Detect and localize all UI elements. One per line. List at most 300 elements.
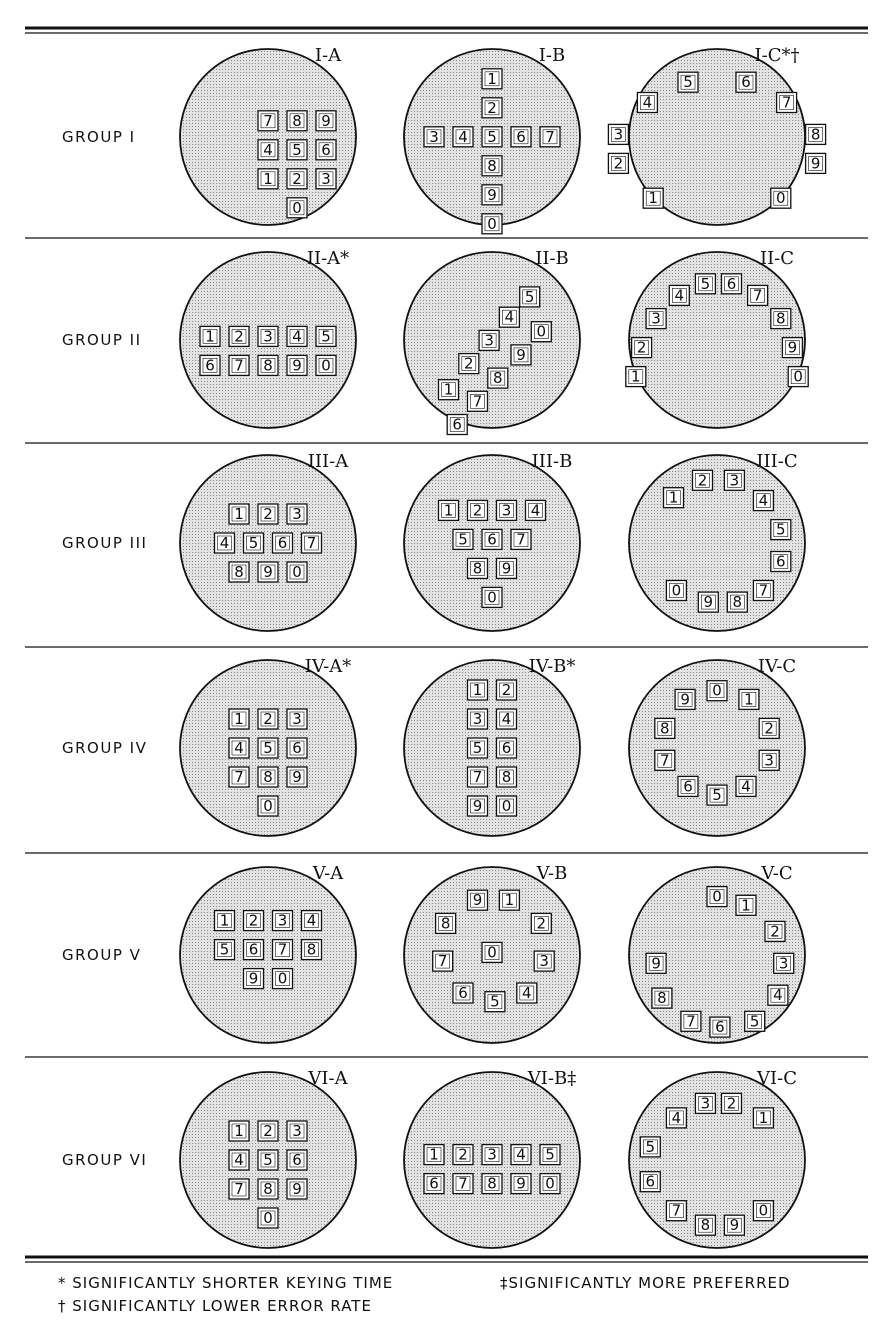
key-2[interactable] bbox=[258, 504, 278, 524]
layout-iii-a bbox=[180, 451, 356, 631]
key-digit: 5 bbox=[545, 1145, 555, 1164]
key-0[interactable] bbox=[707, 681, 727, 701]
key-7[interactable] bbox=[229, 355, 249, 375]
key-8[interactable] bbox=[468, 558, 488, 578]
key-0[interactable] bbox=[753, 1201, 773, 1221]
key-7[interactable] bbox=[433, 951, 453, 971]
key-digit: 9 bbox=[292, 356, 302, 375]
key-3[interactable] bbox=[468, 709, 488, 729]
key-0[interactable] bbox=[258, 796, 278, 816]
key-2[interactable] bbox=[531, 913, 551, 933]
key-digit: 7 bbox=[277, 940, 288, 959]
key-4[interactable] bbox=[229, 1150, 249, 1170]
key-2[interactable] bbox=[482, 98, 502, 118]
key-digit: 8 bbox=[487, 156, 497, 175]
key-5[interactable] bbox=[745, 1011, 765, 1031]
key-digit: 4 bbox=[458, 127, 468, 146]
key-digit: 6 bbox=[292, 1151, 302, 1169]
key-digit: 4 bbox=[501, 710, 512, 728]
key-7[interactable] bbox=[468, 391, 488, 411]
key-3[interactable] bbox=[497, 500, 517, 520]
key-9[interactable] bbox=[482, 185, 502, 205]
key-1[interactable] bbox=[626, 367, 646, 387]
key-digit: 2 bbox=[458, 1145, 468, 1164]
group-row bbox=[62, 45, 826, 234]
key-7[interactable] bbox=[681, 1011, 701, 1031]
key-digit: 4 bbox=[234, 1151, 244, 1169]
key-8[interactable] bbox=[727, 592, 747, 612]
key-digit: 3 bbox=[700, 1094, 711, 1113]
group-row bbox=[62, 451, 805, 631]
key-9[interactable] bbox=[258, 562, 278, 582]
key-0[interactable] bbox=[287, 198, 307, 218]
key-3[interactable] bbox=[479, 330, 499, 350]
key-3[interactable] bbox=[316, 169, 336, 189]
key-2[interactable] bbox=[497, 680, 517, 700]
key-6[interactable] bbox=[453, 983, 473, 1003]
key-digit: 2 bbox=[764, 719, 774, 738]
key-4[interactable] bbox=[215, 533, 235, 553]
legend-more-preferred: ‡SIGNIFICANTLY MORE PREFERRED bbox=[500, 1274, 791, 1292]
layout-label: VI-B‡ bbox=[527, 1068, 577, 1089]
key-8[interactable] bbox=[482, 1174, 502, 1194]
key-0[interactable] bbox=[497, 796, 517, 816]
key-6[interactable] bbox=[447, 415, 467, 435]
key-digit: 8 bbox=[501, 768, 512, 786]
key-6[interactable] bbox=[287, 1150, 307, 1170]
layout-iii-c bbox=[629, 451, 805, 631]
key-9[interactable] bbox=[675, 689, 695, 709]
group-row bbox=[62, 863, 805, 1043]
key-4[interactable] bbox=[229, 738, 249, 758]
key-digit: 8 bbox=[732, 593, 743, 612]
key-digit: 5 bbox=[458, 530, 468, 549]
key-1[interactable] bbox=[439, 500, 459, 520]
key-2[interactable] bbox=[258, 709, 278, 729]
key-5[interactable] bbox=[640, 1137, 660, 1157]
key-1[interactable] bbox=[482, 69, 502, 89]
layout-label: IV-B* bbox=[528, 656, 576, 677]
key-7[interactable] bbox=[777, 93, 797, 113]
key-digit: 7 bbox=[234, 768, 244, 786]
layout-label: VI-C bbox=[757, 1068, 797, 1089]
key-5[interactable] bbox=[707, 785, 727, 805]
key-1[interactable] bbox=[258, 169, 278, 189]
layout-ii-b bbox=[404, 248, 580, 435]
key-2[interactable] bbox=[759, 718, 779, 738]
key-0[interactable] bbox=[771, 188, 791, 208]
layout-label: II-A* bbox=[306, 248, 350, 269]
key-6[interactable] bbox=[640, 1172, 660, 1192]
key-9[interactable] bbox=[287, 355, 307, 375]
key-4[interactable] bbox=[287, 326, 307, 346]
key-digit: 0 bbox=[776, 189, 786, 208]
key-7[interactable] bbox=[655, 750, 675, 770]
key-4[interactable] bbox=[666, 1108, 686, 1128]
key-9[interactable] bbox=[646, 953, 666, 973]
key-0[interactable] bbox=[258, 1208, 278, 1228]
key-1[interactable] bbox=[643, 188, 663, 208]
key-8[interactable] bbox=[806, 124, 826, 144]
key-9[interactable] bbox=[724, 1215, 744, 1235]
key-0[interactable] bbox=[540, 1174, 560, 1194]
key-6[interactable] bbox=[244, 940, 264, 960]
key-digit: 9 bbox=[787, 338, 798, 357]
key-2[interactable] bbox=[468, 500, 488, 520]
key-5[interactable] bbox=[520, 287, 540, 307]
key-digit: 7 bbox=[472, 768, 483, 786]
key-0[interactable] bbox=[482, 942, 502, 962]
key-digit: 7 bbox=[516, 530, 526, 549]
key-1[interactable] bbox=[468, 680, 488, 700]
key-digit: 5 bbox=[292, 140, 302, 159]
key-digit: 5 bbox=[683, 73, 693, 92]
key-4[interactable] bbox=[768, 985, 788, 1005]
key-5[interactable] bbox=[695, 274, 715, 294]
key-0[interactable] bbox=[666, 581, 686, 601]
key-digit: 7 bbox=[545, 127, 555, 146]
key-8[interactable] bbox=[258, 355, 278, 375]
key-2[interactable] bbox=[722, 1093, 742, 1113]
key-6[interactable] bbox=[497, 738, 517, 758]
key-digit: 6 bbox=[458, 984, 468, 1002]
key-3[interactable] bbox=[608, 124, 628, 144]
key-9[interactable] bbox=[806, 153, 826, 173]
key-2[interactable] bbox=[229, 326, 249, 346]
key-7[interactable] bbox=[748, 285, 768, 305]
key-1[interactable] bbox=[753, 1108, 773, 1128]
layout-i-a bbox=[180, 45, 356, 225]
key-digit: 0 bbox=[712, 887, 722, 906]
key-8[interactable] bbox=[482, 156, 502, 176]
key-6[interactable] bbox=[316, 140, 336, 160]
key-3[interactable] bbox=[287, 709, 307, 729]
keypad-circle bbox=[629, 1072, 805, 1248]
key-6[interactable] bbox=[678, 776, 698, 796]
key-digit: 5 bbox=[472, 739, 483, 757]
key-7[interactable] bbox=[302, 533, 322, 553]
key-1[interactable] bbox=[439, 380, 459, 400]
key-digit: 1 bbox=[219, 911, 230, 930]
key-9[interactable] bbox=[698, 592, 718, 612]
key-3[interactable] bbox=[287, 504, 307, 524]
key-digit: 4 bbox=[263, 140, 273, 159]
key-2[interactable] bbox=[453, 1145, 473, 1165]
key-7[interactable] bbox=[540, 127, 560, 147]
layout-ii-a bbox=[180, 248, 356, 428]
key-8[interactable] bbox=[436, 913, 456, 933]
key-7[interactable] bbox=[753, 581, 773, 601]
key-3[interactable] bbox=[774, 953, 794, 973]
key-8[interactable] bbox=[258, 1179, 278, 1199]
key-5[interactable] bbox=[258, 738, 278, 758]
key-digit: 4 bbox=[306, 911, 317, 930]
key-8[interactable] bbox=[771, 309, 791, 329]
legend-shorter-keying-time: * SIGNIFICANTLY SHORTER KEYING TIME bbox=[58, 1274, 394, 1292]
key-digit: 9 bbox=[516, 1174, 526, 1193]
key-6[interactable] bbox=[736, 72, 756, 92]
key-6[interactable] bbox=[424, 1174, 444, 1194]
key-9[interactable] bbox=[511, 345, 531, 365]
key-digit: 9 bbox=[472, 891, 483, 910]
key-9[interactable] bbox=[316, 111, 336, 131]
key-3[interactable] bbox=[646, 309, 666, 329]
key-9[interactable] bbox=[511, 1174, 531, 1194]
group-label: GROUP VI bbox=[62, 1151, 148, 1169]
key-8[interactable] bbox=[655, 718, 675, 738]
key-2[interactable] bbox=[459, 354, 479, 374]
key-3[interactable] bbox=[287, 1121, 307, 1141]
layout-label: IV-C bbox=[757, 656, 797, 677]
key-0[interactable] bbox=[287, 562, 307, 582]
key-6[interactable] bbox=[511, 127, 531, 147]
key-digit: 8 bbox=[810, 125, 821, 144]
key-digit: 6 bbox=[776, 552, 786, 571]
key-3[interactable] bbox=[724, 470, 744, 490]
key-5[interactable] bbox=[316, 326, 336, 346]
key-digit: 9 bbox=[810, 154, 821, 173]
key-4[interactable] bbox=[526, 500, 546, 520]
key-digit: 1 bbox=[744, 690, 754, 709]
key-digit: 2 bbox=[464, 354, 474, 373]
key-4[interactable] bbox=[637, 93, 657, 113]
key-digit: 6 bbox=[429, 1174, 439, 1193]
key-3[interactable] bbox=[273, 911, 293, 931]
key-digit: 7 bbox=[458, 1174, 468, 1193]
key-digit: 8 bbox=[487, 1174, 497, 1193]
key-digit: 2 bbox=[726, 1094, 737, 1113]
key-0[interactable] bbox=[316, 355, 336, 375]
key-digit: 8 bbox=[493, 369, 503, 388]
key-5[interactable] bbox=[287, 140, 307, 160]
key-8[interactable] bbox=[695, 1215, 715, 1235]
key-0[interactable] bbox=[482, 587, 502, 607]
key-4[interactable] bbox=[499, 307, 519, 327]
layout-label: V-C bbox=[761, 863, 793, 884]
key-digit: 4 bbox=[234, 739, 244, 757]
key-7[interactable] bbox=[229, 1179, 249, 1199]
key-digit: 3 bbox=[263, 327, 273, 346]
key-0[interactable] bbox=[788, 367, 808, 387]
key-5[interactable] bbox=[678, 72, 698, 92]
key-2[interactable] bbox=[765, 921, 785, 941]
key-digit: 1 bbox=[234, 710, 244, 728]
group-label: GROUP III bbox=[62, 534, 148, 552]
key-digit: 0 bbox=[292, 563, 302, 581]
key-5[interactable] bbox=[468, 738, 488, 758]
key-digit: 6 bbox=[321, 140, 331, 159]
key-6[interactable] bbox=[287, 738, 307, 758]
key-digit: 5 bbox=[487, 127, 497, 146]
key-9[interactable] bbox=[468, 796, 488, 816]
key-8[interactable] bbox=[488, 368, 508, 388]
layout-label: III-A bbox=[307, 451, 349, 472]
layout-vi-b bbox=[404, 1068, 580, 1248]
key-digit: 6 bbox=[683, 777, 693, 796]
key-4[interactable] bbox=[753, 491, 773, 511]
key-digit: 9 bbox=[501, 559, 512, 578]
key-digit: 6 bbox=[248, 940, 259, 959]
key-1[interactable] bbox=[424, 1145, 444, 1165]
key-digit: 7 bbox=[472, 392, 483, 411]
key-2[interactable] bbox=[244, 911, 264, 931]
key-6[interactable] bbox=[710, 1017, 730, 1037]
key-0[interactable] bbox=[482, 214, 502, 234]
key-5[interactable] bbox=[258, 1150, 278, 1170]
layout-label: V-A bbox=[312, 863, 344, 884]
key-7[interactable] bbox=[468, 767, 488, 787]
key-2[interactable] bbox=[608, 153, 628, 173]
layout-v-a bbox=[180, 863, 356, 1043]
key-3[interactable] bbox=[424, 127, 444, 147]
key-3[interactable] bbox=[482, 1145, 502, 1165]
key-digit: 7 bbox=[234, 1180, 244, 1198]
key-digit: 7 bbox=[752, 286, 763, 305]
key-1[interactable] bbox=[229, 1121, 249, 1141]
key-digit: 3 bbox=[292, 710, 302, 728]
key-4[interactable] bbox=[736, 776, 756, 796]
key-6[interactable] bbox=[482, 529, 502, 549]
layout-label: III-C bbox=[756, 451, 798, 472]
key-digit: 1 bbox=[504, 891, 515, 910]
key-0[interactable] bbox=[531, 322, 551, 342]
key-1[interactable] bbox=[736, 895, 756, 915]
key-1[interactable] bbox=[499, 890, 519, 910]
key-9[interactable] bbox=[497, 558, 517, 578]
layout-label: II-B bbox=[535, 248, 569, 269]
keypad-circle bbox=[629, 252, 805, 428]
key-1[interactable] bbox=[739, 689, 759, 709]
key-2[interactable] bbox=[287, 169, 307, 189]
key-5[interactable] bbox=[215, 940, 235, 960]
key-2[interactable] bbox=[632, 338, 652, 358]
layout-iv-c bbox=[629, 656, 805, 836]
key-digit: 4 bbox=[504, 308, 515, 327]
key-2[interactable] bbox=[258, 1121, 278, 1141]
key-1[interactable] bbox=[215, 911, 235, 931]
key-8[interactable] bbox=[258, 767, 278, 787]
key-7[interactable] bbox=[666, 1201, 686, 1221]
key-8[interactable] bbox=[302, 940, 322, 960]
key-0[interactable] bbox=[273, 969, 293, 989]
key-8[interactable] bbox=[287, 111, 307, 131]
keypad-circle bbox=[180, 49, 356, 225]
key-digit: 8 bbox=[440, 914, 451, 933]
key-7[interactable] bbox=[258, 111, 278, 131]
key-9[interactable] bbox=[782, 338, 802, 358]
layout-ii-c bbox=[626, 248, 808, 428]
key-4[interactable] bbox=[258, 140, 278, 160]
key-4[interactable] bbox=[497, 709, 517, 729]
key-6[interactable] bbox=[771, 552, 791, 572]
layout-i-c bbox=[608, 45, 825, 225]
key-5[interactable] bbox=[453, 529, 473, 549]
key-digit: 6 bbox=[715, 1018, 725, 1037]
key-5[interactable] bbox=[485, 992, 505, 1012]
key-4[interactable] bbox=[511, 1145, 531, 1165]
layout-v-b bbox=[404, 863, 580, 1043]
key-digit: 5 bbox=[490, 992, 500, 1011]
key-digit: 5 bbox=[219, 940, 230, 959]
key-digit: 3 bbox=[292, 1122, 302, 1140]
key-digit: 3 bbox=[501, 501, 512, 520]
key-digit: 0 bbox=[712, 681, 722, 700]
key-7[interactable] bbox=[453, 1174, 473, 1194]
key-digit: 2 bbox=[770, 922, 780, 941]
key-7[interactable] bbox=[229, 767, 249, 787]
layout-v-c bbox=[629, 863, 805, 1043]
key-0[interactable] bbox=[707, 887, 727, 907]
key-digit: 0 bbox=[487, 214, 497, 233]
key-digit: 3 bbox=[778, 954, 789, 973]
key-digit: 6 bbox=[741, 73, 751, 92]
key-3[interactable] bbox=[759, 750, 779, 770]
key-4[interactable] bbox=[517, 983, 537, 1003]
key-5[interactable] bbox=[244, 533, 264, 553]
key-digit: 4 bbox=[530, 501, 541, 520]
key-digit: 0 bbox=[263, 797, 273, 815]
key-digit: 8 bbox=[700, 1216, 711, 1235]
key-digit: 0 bbox=[758, 1201, 769, 1220]
key-9[interactable] bbox=[244, 969, 264, 989]
key-digit: 4 bbox=[292, 327, 302, 346]
key-6[interactable] bbox=[722, 274, 742, 294]
key-9[interactable] bbox=[287, 1179, 307, 1199]
key-4[interactable] bbox=[302, 911, 322, 931]
key-8[interactable] bbox=[229, 562, 249, 582]
key-2[interactable] bbox=[693, 470, 713, 490]
key-3[interactable] bbox=[258, 326, 278, 346]
key-7[interactable] bbox=[511, 529, 531, 549]
key-3[interactable] bbox=[695, 1093, 715, 1113]
key-digit: 3 bbox=[764, 751, 774, 770]
group-label: GROUP II bbox=[62, 331, 142, 349]
key-digit: 6 bbox=[205, 356, 215, 375]
key-1[interactable] bbox=[664, 488, 684, 508]
group-label: GROUP V bbox=[62, 946, 142, 964]
key-digit: 4 bbox=[674, 286, 685, 305]
key-digit: 5 bbox=[749, 1012, 760, 1031]
key-5[interactable] bbox=[540, 1145, 560, 1165]
key-1[interactable] bbox=[229, 709, 249, 729]
key-digit: 4 bbox=[219, 534, 230, 552]
layout-iv-a bbox=[180, 656, 356, 836]
key-3[interactable] bbox=[534, 951, 554, 971]
key-7[interactable] bbox=[273, 940, 293, 960]
key-digit: 9 bbox=[248, 969, 259, 988]
key-digit: 0 bbox=[292, 198, 302, 217]
key-5[interactable] bbox=[482, 127, 502, 147]
key-digit: 1 bbox=[487, 69, 497, 88]
key-4[interactable] bbox=[453, 127, 473, 147]
key-4[interactable] bbox=[669, 285, 689, 305]
key-9[interactable] bbox=[287, 767, 307, 787]
key-1[interactable] bbox=[200, 326, 220, 346]
key-digit: 3 bbox=[472, 710, 483, 728]
group-row bbox=[62, 656, 805, 836]
key-6[interactable] bbox=[200, 355, 220, 375]
key-5[interactable] bbox=[771, 520, 791, 540]
key-8[interactable] bbox=[652, 988, 672, 1008]
key-8[interactable] bbox=[497, 767, 517, 787]
group-row bbox=[62, 248, 808, 435]
key-digit: 1 bbox=[234, 505, 244, 523]
key-digit: 8 bbox=[660, 719, 670, 738]
key-1[interactable] bbox=[229, 504, 249, 524]
key-6[interactable] bbox=[273, 533, 293, 553]
key-9[interactable] bbox=[468, 890, 488, 910]
layout-label: V-B bbox=[536, 863, 568, 884]
